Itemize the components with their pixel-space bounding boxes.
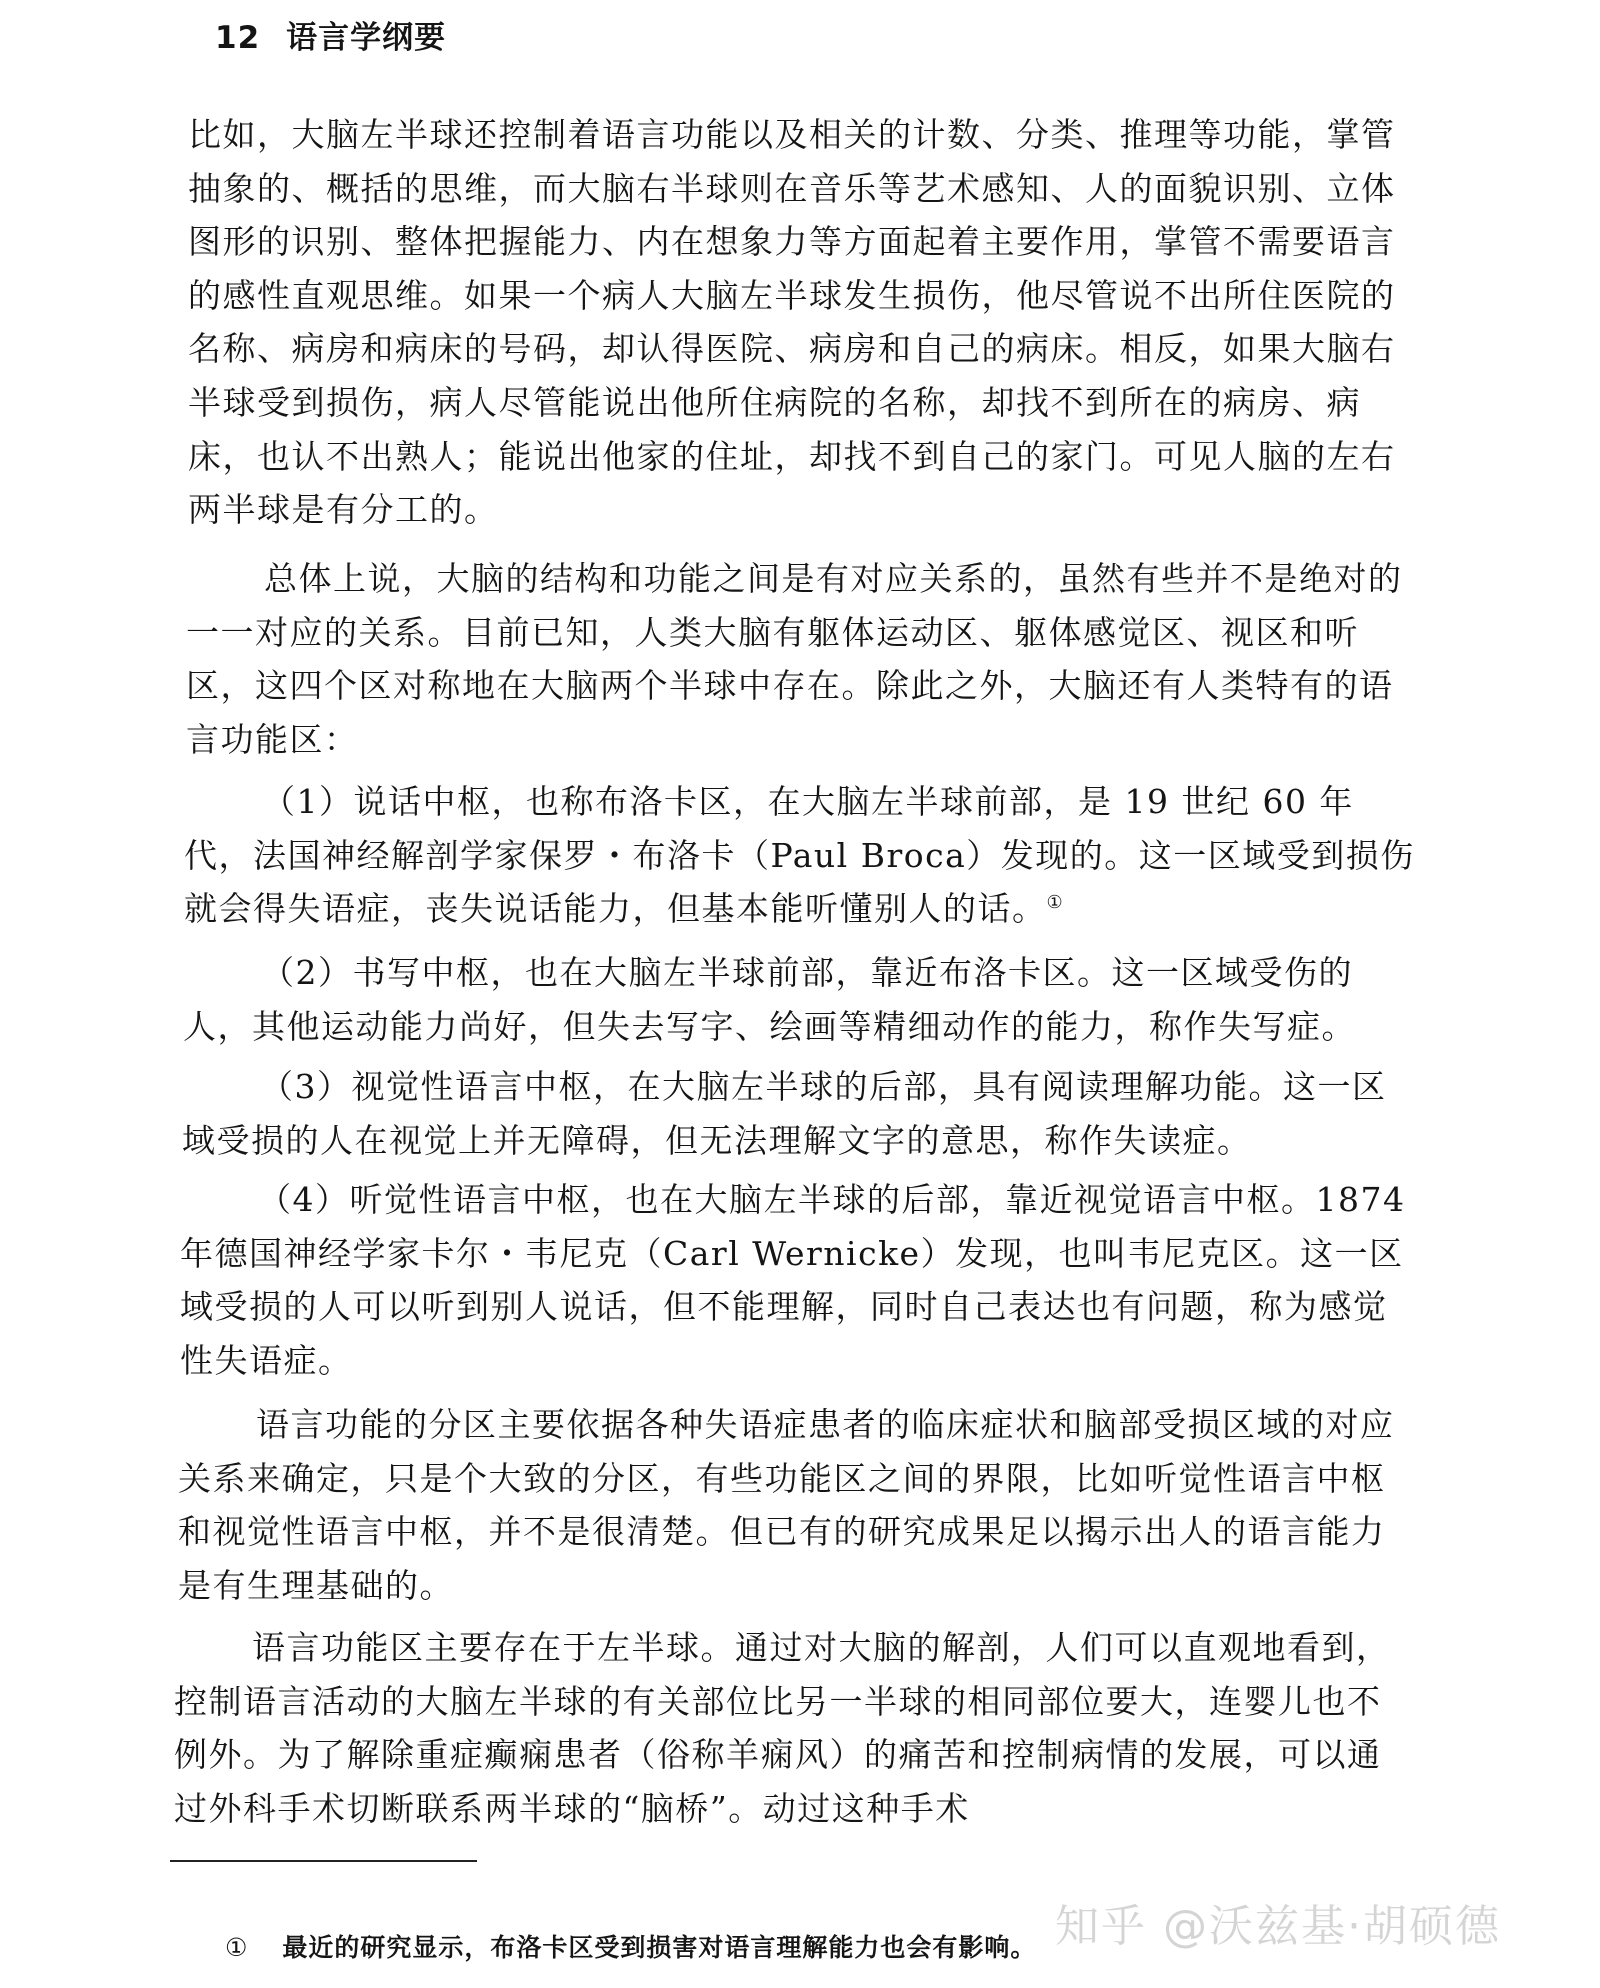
paragraph-7: 语言功能的分区主要依据各种失语症患者的临床症状和脑部受损区域的对应关系来确定，只是个大致的分区，有些功能区之间的界限，比如听觉性语言中枢和视觉性语言中枢，并不是很清楚。但已有的研究成果足以揭示出人的语言能力是有生理基础的。 [178, 1405, 1395, 1605]
footnote-divider [170, 1860, 477, 1862]
paragraph-3 [184, 775, 1419, 936]
footnote [225, 1928, 1036, 1964]
paragraph-3-text: （1）说话中枢，也称布洛卡区，在大脑左半球前部，是 19 世纪 60 年代，法国神经解剖学家保罗・布洛卡（Paul Broca）发现的。这一区域受到损伤就会得失语症，丧失说话能力，但基本能听懂别人的话。 [184, 782, 1415, 929]
paragraph-8: 语言功能区主要存在于左半球。通过对大脑的解剖，人们可以直观地看到，控制语言活动的大脑左半球的有关部位比另一半球的相同部位要大，连婴儿也不例外。为了解除重症癫痫患者（俗称羊痫风）的痛苦和控制病情的发展，可以通过外科手术切断联系两半球的“脑桥”。动过这种手术 [174, 1628, 1391, 1828]
paragraph-2: 总体上说，大脑的结构和功能之间是有对应关系的，虽然有些并不是绝对的一一对应的关系。目前已知，人类大脑有躯体运动区、躯体感觉区、视区和听区，这四个区对称地在大脑两个半球中存在。除此之外，大脑还有人类特有的语言功能区： [186, 559, 1403, 759]
paragraph-5: （3）视觉性语言中枢，在大脑左半球的后部，具有阅读理解功能。这一区域受损的人在视觉上并无障碍，但无法理解文字的意思，称作失读症。 [182, 1067, 1387, 1160]
paragraph-1: 比如，大脑左半球还控制着语言功能以及相关的计数、分类、推理等功能，掌管抽象的、概括的思维，而大脑右半球则在音乐等艺术感知、人的面貌识别、立体图形的识别、整体把握能力、内在想象力等方面起着主要作用，掌管不需要语言的感性直观思维。如果一个病人大脑左半球发生损伤，他尽管说不出所住医院的名称、病房和病床的号码，却认得医院、病房和自己的病床。相反，如果大脑右半球受到损伤，病人尽管能说出他所住病院的名称，却找不到所在的病房、病床，也认不出熟人；能说出他家的住址，却找不到自己的家门。可见人脑的左右两半球是有分工的。 [188, 115, 1396, 530]
paragraph-4: （2）书写中枢，也在大脑左半球前部，靠近布洛卡区。这一区域受伤的人，其他运动能力尚好，但失去写字、绘画等精细动作的能力，称作失写症。 [183, 953, 1356, 1046]
footnote-reference: ① [1046, 892, 1065, 914]
footnote-text: 最近的研究显示，布洛卡区受到损害对语言理解能力也会有影响。 [282, 1933, 1037, 1962]
running-header [215, 12, 446, 57]
footnote-mark: ① [225, 1933, 249, 1962]
paragraph-6: （4）听觉性语言中枢，也在大脑左半球的后部，靠近视觉语言中枢。1874 年德国神经学家卡尔・韦尼克（Carl Wernicke）发现，也叫韦尼克区。这一区域受损的人可以听到别人说话，但不能理解，同时自己表达也有问题，称为感觉性失语症。 [180, 1180, 1406, 1380]
book-title: 语言学纲要 [286, 20, 447, 56]
page-number: 12 [215, 20, 261, 56]
watermark: 知乎 @沃兹基·胡硕德 [1055, 1901, 1501, 1952]
